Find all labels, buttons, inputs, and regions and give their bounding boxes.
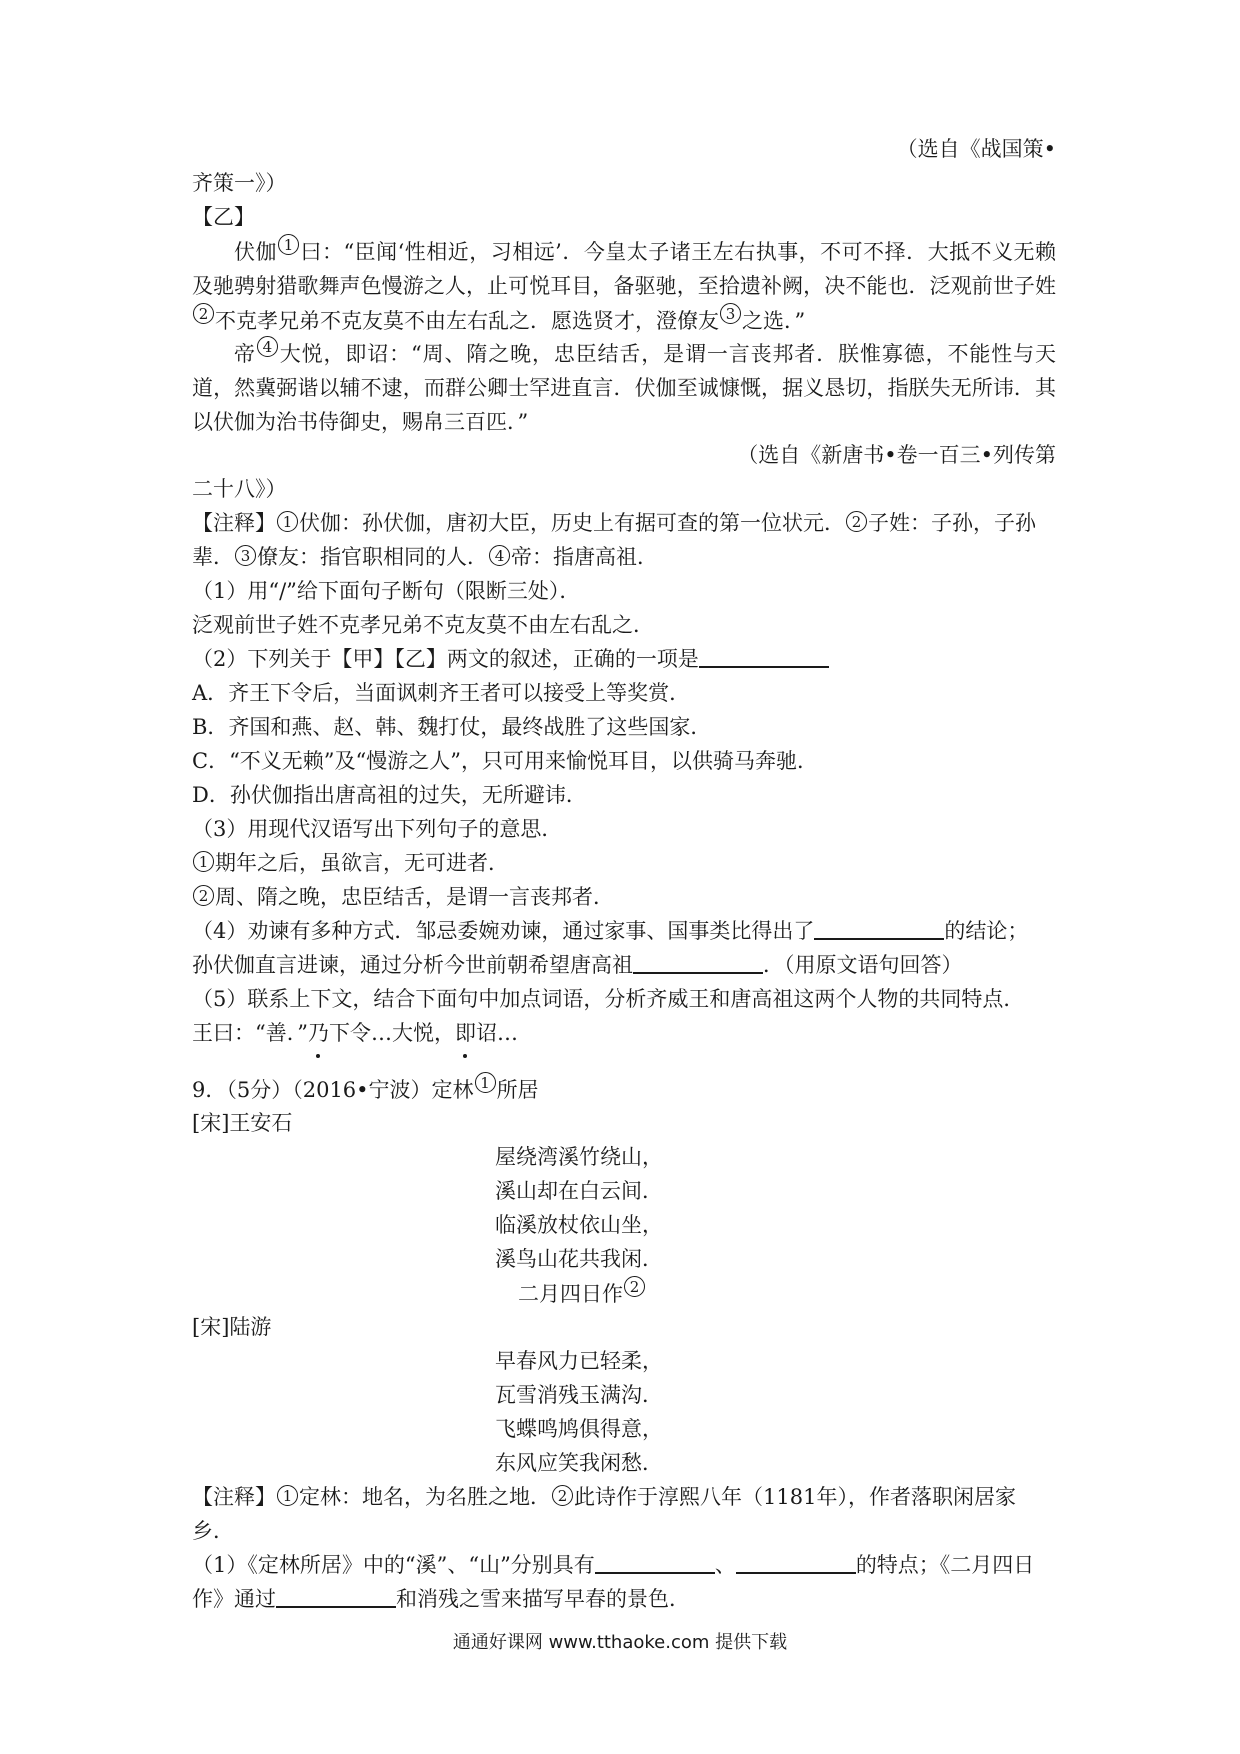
footnote-marker: 2 xyxy=(624,1276,645,1297)
poem-line: 临溪放杖依山坐， xyxy=(495,1213,663,1237)
footnote-marker: 2 xyxy=(193,303,214,324)
annotations-yi: 【注释】 1 伏伽：孙伏伽，唐初大臣，历史上有据可查的第一位状元． 2 子姓：子孙，子孙辈． 3 僚友：指官职相同的人． 4 帝：指唐高祖． xyxy=(192,511,1036,569)
question-1-sentence: 泛观前世子姓不克孝兄弟不克友莫不由左右乱之． xyxy=(192,613,654,637)
question-3-item-1: 1 期年之后，虽欲言，无可进者． xyxy=(192,846,1056,880)
question-3: （3）用现代汉语写出下列句子的意思． xyxy=(192,817,563,841)
poem-line: 溪鸟山花共我闲． xyxy=(495,1247,663,1271)
answer-blank xyxy=(633,952,763,974)
question-5-quote: 王曰：“善．”乃下令…大悦，即诏… xyxy=(192,1016,1056,1050)
question-9-heading: 9．（5分）（2016•宁波）定林 1 所居 xyxy=(192,1074,539,1102)
answer-blank xyxy=(276,1586,396,1608)
annotation-marker: 1 xyxy=(277,511,298,532)
annotation-marker: 1 xyxy=(277,1485,298,1506)
footnote-marker: 4 xyxy=(257,336,278,357)
poem-line: 东风应笑我闲愁． xyxy=(495,1451,663,1475)
question-4: （4）劝谏有多种方式．邹忌委婉劝谏，通过家事、国事类比得出了 的结论； 孙伏伽直言进谏，通过分析今世前朝希望唐高祖 ．（用原文语句回答） xyxy=(192,919,1029,977)
question-1: （1）用“/”给下面句子断句（限断三处）． xyxy=(192,579,581,603)
question-2-option-d: D．孙伏伽指出唐高祖的过失，无所避讳． xyxy=(192,783,587,807)
section-heading-yi: 【乙】 xyxy=(192,205,255,229)
annotation-marker: 2 xyxy=(552,1485,573,1506)
footnote-marker: 1 xyxy=(475,1072,496,1093)
item-marker: 2 xyxy=(193,885,214,906)
answer-blank xyxy=(736,1552,856,1574)
poem-line: 飞蝶鸣鸠俱得意， xyxy=(495,1417,663,1441)
source-citation-yi-cont: 二十八》） xyxy=(192,477,287,501)
question-2-option-b: B．齐国和燕、赵、韩、魏打仗，最终战胜了这些国家． xyxy=(192,715,712,739)
passage-yi-paragraph-2: 帝 4 大悦，即诏：“周、隋之晚，忠臣结舌，是谓一言丧邦者．朕惟寡德，不能性与天道，然冀弼谐以辅不逮，而群公卿士罕进直言．伏伽至诚慷慨，据义恳切，指朕失无所讳．其以伏伽为治书侍御史，赐帛三百匹．” xyxy=(192,338,1057,434)
annotation-marker: 4 xyxy=(489,545,510,566)
page-footer: 通通好课网 www.tthaoke.com 提供下载 xyxy=(452,1632,788,1653)
footnote-marker: 1 xyxy=(278,234,299,255)
footnote-marker: 3 xyxy=(720,303,741,324)
annotations-poems: 【注释】 1 定林：地名，为名胜之地． 2 此诗作于淳熙八年（1181年），作者落职闲居家乡． xyxy=(192,1485,1016,1543)
question-5: （5）联系上下文，结合下面句中加点词语，分析齐威王和唐高祖这两个人物的共同特点． xyxy=(192,987,1025,1011)
question-2-option-a: A．齐王下令后，当面讽刺齐王者可以接受上等奖赏． xyxy=(192,681,691,705)
poem-line: 瓦雪消残玉满沟． xyxy=(495,1383,663,1407)
answer-blank xyxy=(699,646,829,668)
item-marker: 1 xyxy=(193,851,214,872)
answer-blank xyxy=(595,1552,715,1574)
poem-line: 早春风力已轻柔， xyxy=(495,1349,663,1373)
dotted-word: 即 xyxy=(455,1016,476,1050)
passage-yi-paragraph-1: 伏伽 1 曰：“臣闻‘性相近，习相远’．今皇太子诸王左右执事，不可不择．大抵不义无赖及驰骋射猎歌舞声色慢游之人，止可悦耳目，备驱驰，至拾遗补阙，决不能也．泛观前世子姓2 不克孝兄弟不克友莫不由左右乱之．愿选贤才，澄僚友 3 之选．” xyxy=(192,236,1057,333)
poem-line: 溪山却在白云间． xyxy=(495,1179,663,1203)
source-citation-yi: （选自《新唐书•卷一百三•列传第 xyxy=(737,443,1056,467)
poem-line: 屋绕湾溪竹绕山， xyxy=(495,1145,663,1169)
annotation-marker: 2 xyxy=(846,511,867,532)
question-3-item-2: 2 周、隋之晚，忠臣结舌，是谓一言丧邦者． xyxy=(192,880,1056,914)
source-citation-jia: （选自《战国策• xyxy=(896,137,1056,161)
answer-blank xyxy=(814,918,944,940)
question-2: （2）下列关于【甲】【乙】两文的叙述，正确的一项是 xyxy=(192,642,1056,676)
poem-title: 二月四日作 2 xyxy=(518,1276,646,1311)
source-citation-jia-cont: 齐策一》） xyxy=(192,171,287,195)
question-2-option-c: C．“不义无赖”及“慢游之人”，只可用来愉悦耳目，以供骑马奔驰． xyxy=(192,749,819,773)
question-9-1: （1）《定林所居》中的“溪”、“山”分别具有 、 的特点；《二月四日作》通过 和消残之雪来描写早春的景色． xyxy=(192,1553,1035,1611)
poet-wang-anshi: [宋]王安石 xyxy=(192,1111,293,1135)
annotation-marker: 3 xyxy=(235,545,256,566)
dotted-word: 乃 xyxy=(308,1016,329,1050)
poet-lu-you: [宋]陆游 xyxy=(192,1315,272,1339)
